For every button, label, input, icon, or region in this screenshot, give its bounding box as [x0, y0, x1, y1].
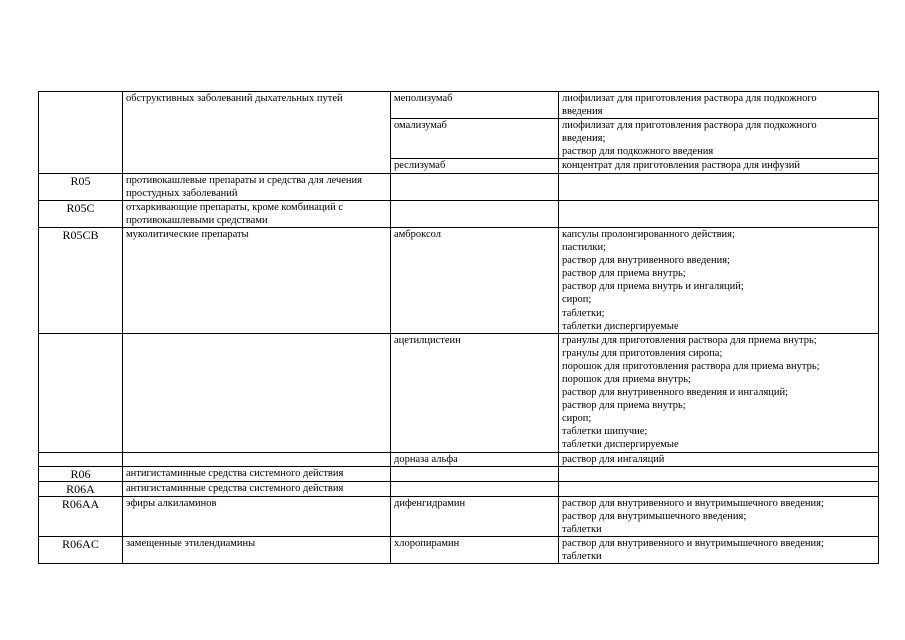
group-cell — [123, 333, 391, 452]
dosage-form-line: лиофилизат для приготовления раствора для подкожного — [562, 93, 817, 104]
dosage-form-line: раствор для ингаляций — [562, 453, 665, 465]
drug-table — [38, 91, 879, 564]
table-row — [39, 92, 879, 119]
group-cell: антигистаминные средства системного действия — [123, 466, 391, 481]
dosage-form-line: раствор для внутривенного и внутримышечного введения; — [562, 537, 824, 549]
table-row — [39, 496, 879, 536]
dosage-form-line: раствор для внутривенного введения и ингаляций; — [562, 387, 789, 399]
dosage-form-line: порошок для приема внутрь; — [562, 373, 691, 385]
dosage-form-line: раствор для внутривенного введения; — [562, 255, 730, 267]
table-row — [39, 481, 879, 496]
forms-cell — [559, 119, 879, 159]
atc-code-cell: R06AC — [39, 536, 123, 563]
dosage-form-line: таблетки диспергируемые — [562, 439, 679, 451]
drug-cell: дорназа альфа — [391, 452, 559, 466]
atc-code-cell — [39, 333, 123, 452]
dosage-form-line: сироп; — [562, 294, 592, 306]
group-cell: замещенные этилендиамины — [123, 536, 391, 563]
atc-code-cell — [39, 92, 123, 174]
table-row — [39, 173, 879, 200]
dosage-form-line: таблетки — [562, 523, 602, 535]
group-cell: муколитические препараты — [123, 227, 391, 333]
dosage-form-line: гранулы для приготовления раствора для приема внутрь; — [562, 334, 817, 346]
dosage-form-line: раствор для приема внутрь; — [562, 400, 686, 412]
forms-cell — [559, 496, 879, 536]
dosage-form-line: введения; — [562, 133, 606, 145]
forms-cell — [559, 173, 879, 200]
forms-cell — [559, 452, 879, 466]
drug-cell: амброксол — [391, 227, 559, 333]
dosage-form-line: лиофилизат для приготовления раствора для подкожного — [562, 120, 817, 132]
forms-cell — [559, 92, 879, 119]
forms-cell — [559, 227, 879, 333]
table-row — [39, 227, 879, 333]
table-row — [39, 536, 879, 563]
drug-cell — [391, 481, 559, 496]
drug-cell — [391, 200, 559, 227]
dosage-form-line: таблетки диспергируемые — [562, 320, 679, 332]
atc-code-cell: R06AA — [39, 496, 123, 536]
dosage-form-line: раствор для подкожного введения — [562, 146, 714, 158]
drug-cell: дифенгидрамин — [391, 496, 559, 536]
atc-code-cell: R06 — [39, 466, 123, 481]
dosage-form-line: раствор для приема внутрь и ингаляций; — [562, 281, 744, 293]
drug-cell: хлоропирамин — [391, 536, 559, 563]
dosage-form-line: раствор для внутривенного и внутримышечного введения; — [562, 497, 824, 509]
group-cell: эфиры алкиламинов — [123, 496, 391, 536]
table-row — [39, 333, 879, 452]
drug-cell — [391, 173, 559, 200]
atc-code-cell — [39, 452, 123, 466]
dosage-form-line: таблетки шипучие; — [562, 426, 648, 438]
dosage-form-line: таблетки — [562, 551, 602, 562]
dosage-form-line: гранулы для приготовления сиропа; — [562, 347, 723, 359]
dosage-form-line: сироп; — [562, 413, 592, 425]
dosage-form-line: концентрат для приготовления раствора для инфузий — [562, 160, 800, 172]
drug-cell: реслизумаб — [391, 159, 559, 173]
table-row — [39, 466, 879, 481]
forms-cell — [559, 536, 879, 563]
group-cell: обструктивных заболеваний дыхательных путей — [123, 92, 391, 174]
dosage-form-line: таблетки; — [562, 307, 605, 319]
dosage-form-line: раствор для внутримышечного введения; — [562, 510, 747, 522]
dosage-form-line: капсулы пролонгированного действия; — [562, 228, 735, 240]
table-row — [39, 452, 879, 466]
group-cell: отхаркивающие препараты, кроме комбинаций с противокашлевыми средствами — [123, 200, 391, 227]
dosage-form-line: раствор для приема внутрь; — [562, 268, 686, 280]
drug-cell: меполизумаб — [391, 92, 559, 119]
drug-cell: ацетилцистеин — [391, 333, 559, 452]
atc-code-cell: R05CB — [39, 227, 123, 333]
atc-code-cell: R05C — [39, 200, 123, 227]
group-cell — [123, 452, 391, 466]
atc-code-cell: R06A — [39, 481, 123, 496]
forms-cell — [559, 333, 879, 452]
drug-cell: омализумаб — [391, 119, 559, 159]
dosage-form-line: пастилки; — [562, 242, 607, 254]
forms-cell — [559, 159, 879, 173]
forms-cell — [559, 200, 879, 227]
dosage-form-line: введения — [562, 106, 603, 118]
atc-code-cell: R05 — [39, 173, 123, 200]
table-row — [39, 200, 879, 227]
dosage-form-line: порошок для приготовления раствора для приема внутрь; — [562, 360, 820, 372]
group-cell: противокашлевые препараты и средства для лечения простудных заболеваний — [123, 173, 391, 200]
drug-cell — [391, 466, 559, 481]
forms-cell — [559, 466, 879, 481]
group-cell: антигистаминные средства системного действия — [123, 481, 391, 496]
forms-cell — [559, 481, 879, 496]
